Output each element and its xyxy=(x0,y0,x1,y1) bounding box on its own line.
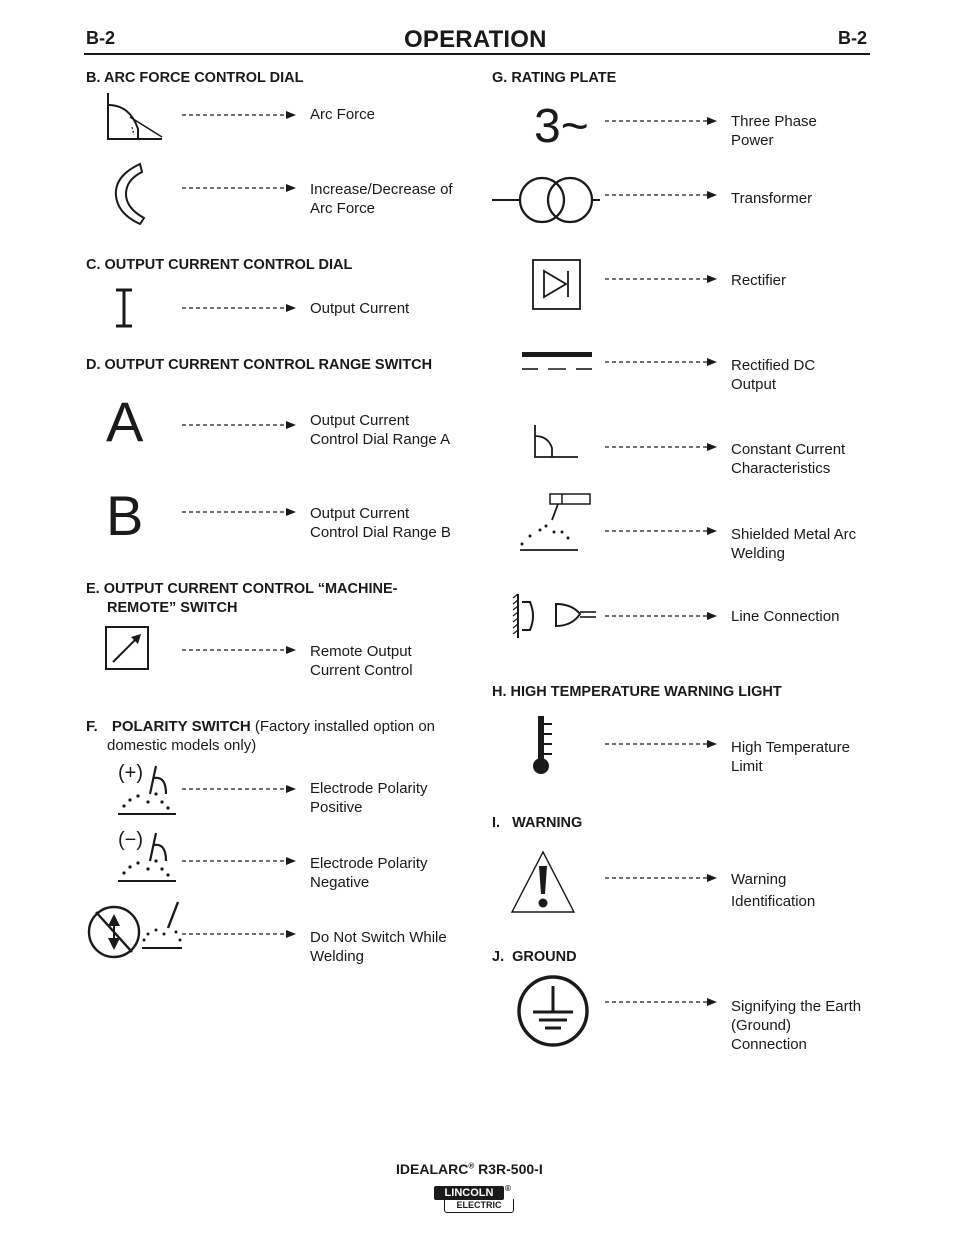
dashed-arrow xyxy=(605,612,717,620)
section-f-heading xyxy=(86,717,435,736)
section-f-rest: (Factory installed option on xyxy=(250,718,435,735)
section-c-heading: C. OUTPUT CURRENT CONTROL DIAL xyxy=(86,257,353,273)
output-current-label: Output Current xyxy=(310,300,410,317)
dashed-arrow xyxy=(182,930,296,938)
model-prefix: IDEALARC xyxy=(396,1161,469,1177)
section-g-heading: G. RATING PLATE xyxy=(492,70,617,86)
thermometer-icon xyxy=(530,714,556,776)
section-f-heading-line2: domestic models only) xyxy=(107,737,257,754)
page-title: OPERATION xyxy=(404,26,547,53)
positive-sign: (+) xyxy=(118,762,143,784)
footer-model xyxy=(396,1161,543,1177)
arc-force-label: Arc Force xyxy=(310,106,376,123)
warning-icon xyxy=(510,850,576,914)
line-connection-label: Line Connection xyxy=(731,608,840,625)
dashed-arrow xyxy=(605,358,717,366)
range-a-icon: A xyxy=(106,390,144,453)
electrode-negative-label: Electrode Polarity Negative xyxy=(310,855,428,891)
logo-bottom: ELECTRIC xyxy=(444,1199,514,1213)
header-rule xyxy=(84,53,870,55)
dashed-arrow xyxy=(182,646,296,654)
rectified-dc-label: Rectified DC Output xyxy=(731,357,816,393)
dashed-arrow xyxy=(182,508,296,516)
dashed-arrow xyxy=(605,527,717,535)
dashed-arrow xyxy=(605,443,717,451)
section-h-heading: H. HIGH TEMPERATURE WARNING LIGHT xyxy=(492,684,782,700)
do-not-switch-label: Do Not Switch While Welding xyxy=(310,929,447,965)
section-j-heading: J. GROUND xyxy=(492,949,577,965)
dashed-arrow xyxy=(605,998,717,1006)
range-a-label: Output Current Control Dial Range A xyxy=(310,412,451,448)
constant-current-icon xyxy=(532,424,580,460)
ground-label: Signifying the Earth (Ground) Connection xyxy=(731,998,862,1053)
section-i-heading: I. WARNING xyxy=(492,815,583,831)
transformer-label: Transformer xyxy=(731,190,813,207)
dashed-arrow xyxy=(182,785,296,793)
dashed-arrow xyxy=(605,874,717,882)
dashed-arrow xyxy=(605,117,717,125)
dashed-arrow xyxy=(182,304,296,312)
constant-current-label: Constant Current Characteristics xyxy=(731,441,846,477)
rectifier-icon xyxy=(532,259,582,311)
logo-registered: ® xyxy=(505,1184,511,1193)
section-b-heading: B. ARC FORCE CONTROL DIAL xyxy=(86,70,304,86)
electrode-negative-icon xyxy=(116,831,180,885)
range-b-icon: B xyxy=(106,484,144,547)
line-connection-icon xyxy=(512,592,604,640)
do-not-switch-icon xyxy=(86,898,186,960)
dashed-arrow xyxy=(182,857,296,865)
ground-icon xyxy=(516,974,590,1048)
warning-label: Warning Identification xyxy=(731,871,816,910)
dashed-arrow xyxy=(182,111,296,119)
dashed-arrow xyxy=(182,421,296,429)
rectifier-label: Rectifier xyxy=(731,272,787,289)
dashed-arrow xyxy=(605,191,717,199)
dashed-arrow xyxy=(182,184,296,192)
output-current-icon xyxy=(112,288,136,328)
remote-control-icon xyxy=(105,626,151,672)
arc-force-icon xyxy=(104,91,164,141)
dashed-arrow xyxy=(605,740,717,748)
section-e-heading-line1: E. OUTPUT CURRENT CONTROL “MACHINE- xyxy=(86,581,398,597)
range-b-label: Output Current Control Dial Range B xyxy=(310,505,451,541)
smaw-label: Shielded Metal Arc Welding xyxy=(731,526,857,562)
lincoln-electric-logo xyxy=(434,1186,514,1216)
page-number-right: B-2 xyxy=(838,28,868,48)
section-d-heading: D. OUTPUT CURRENT CONTROL RANGE SWITCH xyxy=(86,357,433,373)
thermometer-label: High Temperature Limit xyxy=(731,739,850,775)
electrode-positive-label: Electrode Polarity Positive xyxy=(310,780,428,816)
transformer-icon xyxy=(490,175,600,225)
section-e-heading-line2: REMOTE” SWITCH xyxy=(107,600,238,616)
model-suffix: R3R-500-I xyxy=(474,1161,543,1177)
section-f-prefix: F. xyxy=(86,718,98,735)
increase-decrease-label: Increase/Decrease of Arc Force xyxy=(310,181,453,217)
page-number-left: B-2 xyxy=(86,28,116,48)
three-phase-label: Three Phase Power xyxy=(731,113,817,149)
logo-top: LINCOLN xyxy=(434,1186,504,1200)
dashed-arrow xyxy=(605,275,717,283)
registered-mark: ® xyxy=(468,1161,475,1171)
electrode-positive-icon xyxy=(116,764,180,818)
negative-sign: (−) xyxy=(118,829,143,851)
three-phase-icon: 3~ xyxy=(534,100,589,153)
increase-decrease-arc-icon xyxy=(112,162,148,226)
rectified-dc-icon xyxy=(520,350,594,374)
section-f-bold: POLARITY SWITCH xyxy=(111,718,251,735)
remote-control-label: Remote Output Current Control xyxy=(310,643,413,679)
smaw-icon xyxy=(518,492,594,554)
